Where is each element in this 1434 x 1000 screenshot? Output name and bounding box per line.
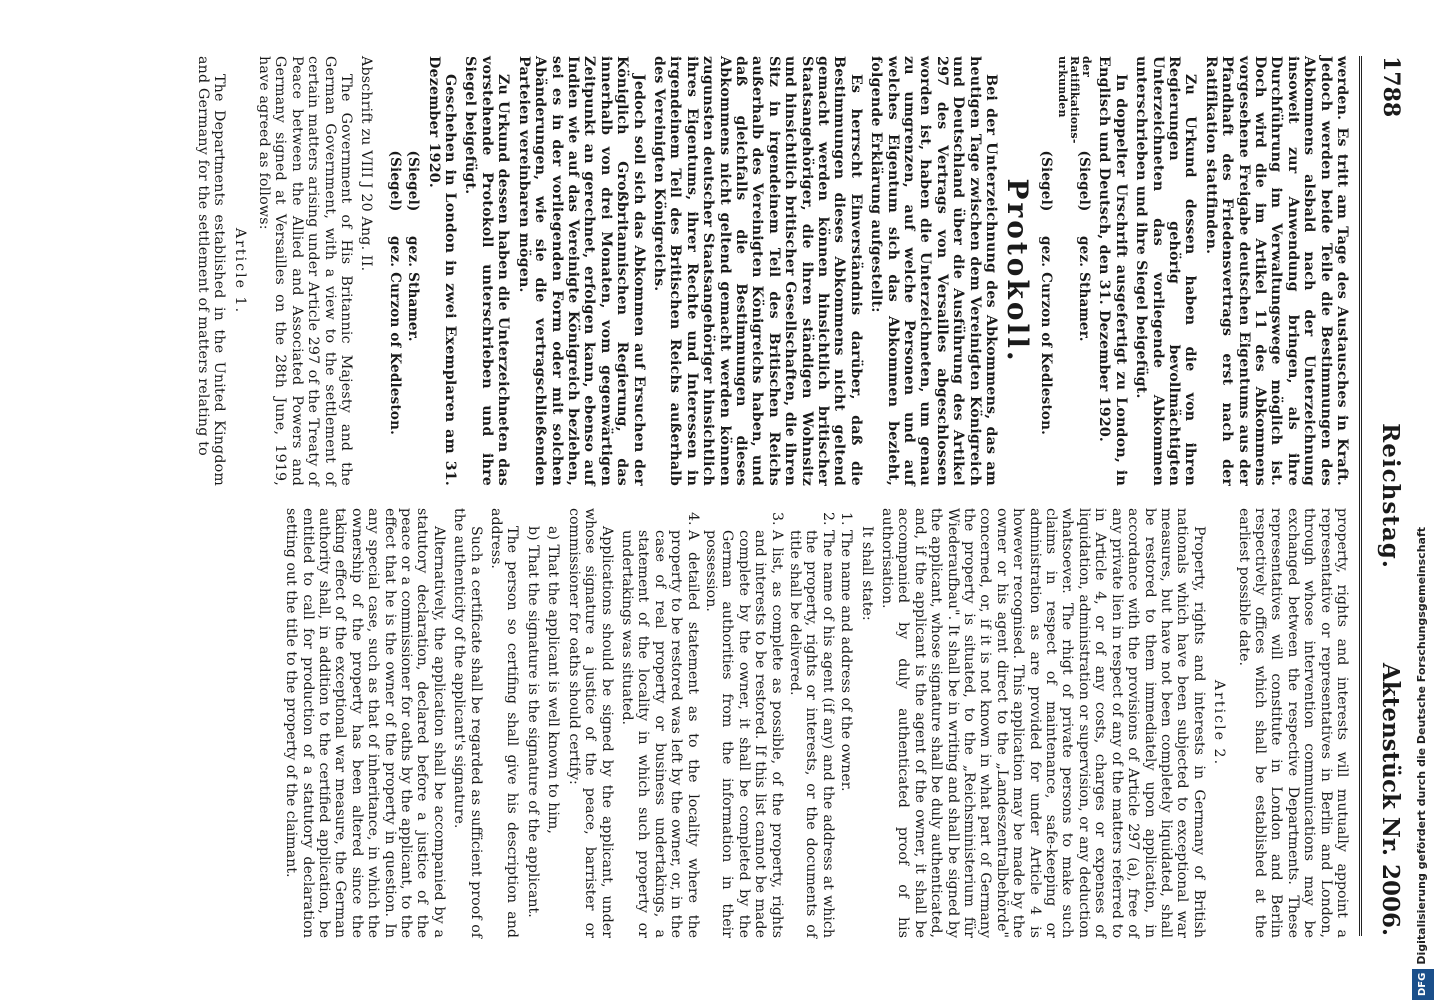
seal-label: (Siegel) — [1037, 150, 1054, 212]
statement-list — [619, 508, 855, 938]
person-paragraph: The person so certifing shall give his description and address. — [488, 508, 521, 938]
protokoll-paragraph-5: Geschehen in London in zwei Exemplaren am 31. Dezember 1920. — [425, 56, 459, 486]
article-2-title: Article 2. — [1211, 679, 1228, 767]
list-item: 1. The name and address of the owner. — [838, 530, 854, 938]
signature-row-4 — [386, 56, 402, 486]
protokoll-paragraph-3: Jedoch soll sich das Abkommen auf Ersuchen der Königlich Großbritannischen Regierung, das innerhalb von drei Monaten, vom gegenwärtigen Zeitpunkt an gerechnet, erfolgen kann, ebenso auf Indien wie auf das Vereinigte Königreich beziehen, sei es in der vorliegenden Form oder mit solchen Abänderungen, wie sie die vertragschließenden Parteien vereinbaren mögen. — [515, 56, 647, 486]
left-column — [190, 56, 1350, 486]
header-rule — [1359, 56, 1362, 936]
article-2-paragraph: Property, rights and interests in Germany of British nationals which have been subjected to exceptional war measures, but have not been completely liquidated, shall be restored to them immediately upon application, in accordance with the provisions of Article 297 (a), free of any private lien in respect of any of the matters referred to in Article 4, or of any costs, charges or expenses of liquidation, administration or supervision, or any deduction whatsoever. The rhigt of private persons to make such claims in respect of maintenance, safe-keeping or administration as are provided for under Article 4 is however recognised. This application may be made by the owner or his agent direct to the „Landeszentralbehörde" concerned, or, if it is not known in what part of Germany the property is situated, to the „Reichsministerium für Wiederaufbau". It shall be in writing and shall be signed by the applicant, whose signature shall be duly authenticated, and, if the applicant is the agent of the owner, it shall be accompanied by duly authenticated proof of his authorisation. — [879, 508, 1207, 938]
seal-label: (Siegel) — [1075, 150, 1092, 212]
signature-row-2 — [1038, 56, 1054, 486]
signature-row-3 — [405, 56, 421, 486]
article-1-title: Article 1. — [231, 227, 248, 315]
protokoll-paragraph-4: Zu Urkund dessen haben die Unterzeichneten das vorstehende Protokoll unterschrieben und ihre Siegel beigefügt. — [462, 56, 512, 486]
protokoll-title: Protokoll. — [1001, 178, 1035, 364]
certificate-paragraph: Such a certificate shall be regarded as sufficient proof of the authenticity of the applicant's signature. — [451, 508, 484, 938]
dfg-logo: DFG — [1412, 969, 1434, 1000]
sublist-item: b) That the signature is the signature of the applicant. — [524, 526, 541, 918]
protokoll-paragraph-1: Bei der Unterzeichnung des Abkommens, das am heutigen Tage zwischen dem Vereinigten Königreich und Deutschland über die Ausführung des Artikel 297 des Vertrags von Versailles abgeschlossen worden ist, haben die Unterzeichneten, um genau zu umgrenzen, auf welche Personen und auf welches Eigentum sich das Abkommen bezieht, folgende Erklärung aufgestellt: — [868, 56, 1000, 486]
list-item: 4. A detailed statement as to the locality where the property to be restored was left by the owner, or, in the case of real property or business undertakings, a statement of the locality in which such property or undertakings was situated. — [619, 530, 701, 938]
signatory-name: gez. Sthamer. — [405, 236, 422, 342]
ratification-note: der Ratifikations-urkunden — [1055, 56, 1093, 144]
right-paragraph-1: property, rights and interests will mutually appoint a representative or representatives in Berlin and London, through whose intervention communications may be exchanged between the respective Departments. These representatives will constitute in London and Berlin respectively offices which shall be established at the earliest possible date. — [1235, 508, 1350, 938]
protokoll-paragraph-2: Es herrscht Einverständnis darüber, daß die Bestimmungen dieses Abkommens nicht geltend gemacht werden können hinsichtlich britischer Staatsangehöriger, die ihren ständigen Wohnsitz und hinsichtlich britischer Gesellschaften, die ihren Sitz in irgendeinem Teil des Britischen Reichs außerhalb des Vereinigten Königreichs haben, und daß gleichfalls die Bestimmungen dieses Abkommens nicht geltend gemacht werden können zugunsten deutscher Staatsangehöriger hinsichtlich ihres Eigentums, ihrer Rechte und Interessen in irgendeinem Teil des Britischen Reichs außerhalb des Vereinigten Königreichs. — [650, 56, 864, 486]
abschrift-heading: Abschrift zu VIII J 20 Ang. II. — [358, 56, 375, 272]
it-shall-state: It shall state: — [858, 526, 875, 621]
signatory-name: gez. Curzon of Kedleston. — [1037, 236, 1054, 436]
sublist-item: a) That the applicant is well known to him, — [545, 526, 562, 834]
footer-text: Digitalisierung gefördert durch die Deutsche Forschungsgemeinschaft — [1415, 526, 1428, 965]
article-1-text: The Departments established in the United Kingdom and Germany for the settlement of matters relating to — [194, 56, 228, 486]
page-number: 1788 — [1378, 56, 1404, 118]
header-document-number: Aktenstück Nr. 2006. — [1377, 662, 1404, 936]
seal-label: (Siegel) — [386, 150, 403, 212]
signature-row-1 — [1056, 56, 1092, 486]
alternative-paragraph: Alternatively, the application shall be accompanied by a statutory declaration, declared before a justice of the peace or a commissioner for oaths by the applicant, to the effect that he is the owner of the property in question. In any special case, such as that of inheritance, in which the ownership of the property has been altered since the taking effect of the exceptional war measure, the German authority shall, in addition to the certified application, be entitled to call for production of a statutory declaration setting out the title to the property of the claimant. — [283, 508, 447, 938]
header-center-title: Reichstag. — [1377, 423, 1404, 569]
english-intro-paragraph: The Government of His Britannic Majesty and the German Government, with a view to the settlement of certain matters arising under Article 297 of the Treaty of Peace between the Allied and Associated Powers and Germany signed at Versailles on the 28th June, 1919, have agreed as follows: — [256, 56, 355, 486]
list-item: 3. A list, as complete as possible, of the property, rights and interests to be restored. If this list cannot be made complete by the owner, it shall be completed by the German authorities from the information in their possession. — [703, 530, 785, 938]
signed-paragraph: Applications should be signed by the applicant, under whose signature a justice of the peace, barrister or commissioner for oaths should certify: — [565, 508, 615, 938]
left-top-paragraph: werden. Es tritt am Tage des Austausches in Kraft. Jedoch werden beide Teile die Bestimmungen des Abkommens alsbald nach der Unterzeichnung insoweit zur Anwendung bringen, als ihre Durchführung im Verwaltungswege möglich ist. Doch wird die im Artikel 11 des Abkommens vorgesehene Freigabe deutschen Eigentums aus der Pfandhaft des Friedensvertrags erst nach der Ratifikation stattfinden. — [1202, 56, 1350, 486]
digitization-footer — [1411, 0, 1433, 1000]
signatory-name: gez. Sthamer. — [1075, 236, 1092, 342]
witness-paragraph: Zu Urkund dessen haben die von ihren Regierungen gehörig bevollmächtigten Unterzeichneten das vorliegende Abkommen unterschrieben und ihre Siegel beigefügt. — [1133, 56, 1199, 486]
seal-label: (Siegel) — [405, 150, 422, 212]
page-header — [1364, 56, 1404, 936]
list-item: 2. The name of his agent (if any) and the address at which the property, rights or interests, or the documents of title shall be delivered. — [787, 530, 836, 938]
done-paragraph: In doppelter Urschrift ausgefertigt zu London, in Englisch und Deutsch, den 31. Dezember 1920. — [1096, 56, 1129, 486]
signatory-name: gez. Curzon of Kedleston. — [386, 236, 403, 436]
right-column — [279, 508, 1350, 938]
